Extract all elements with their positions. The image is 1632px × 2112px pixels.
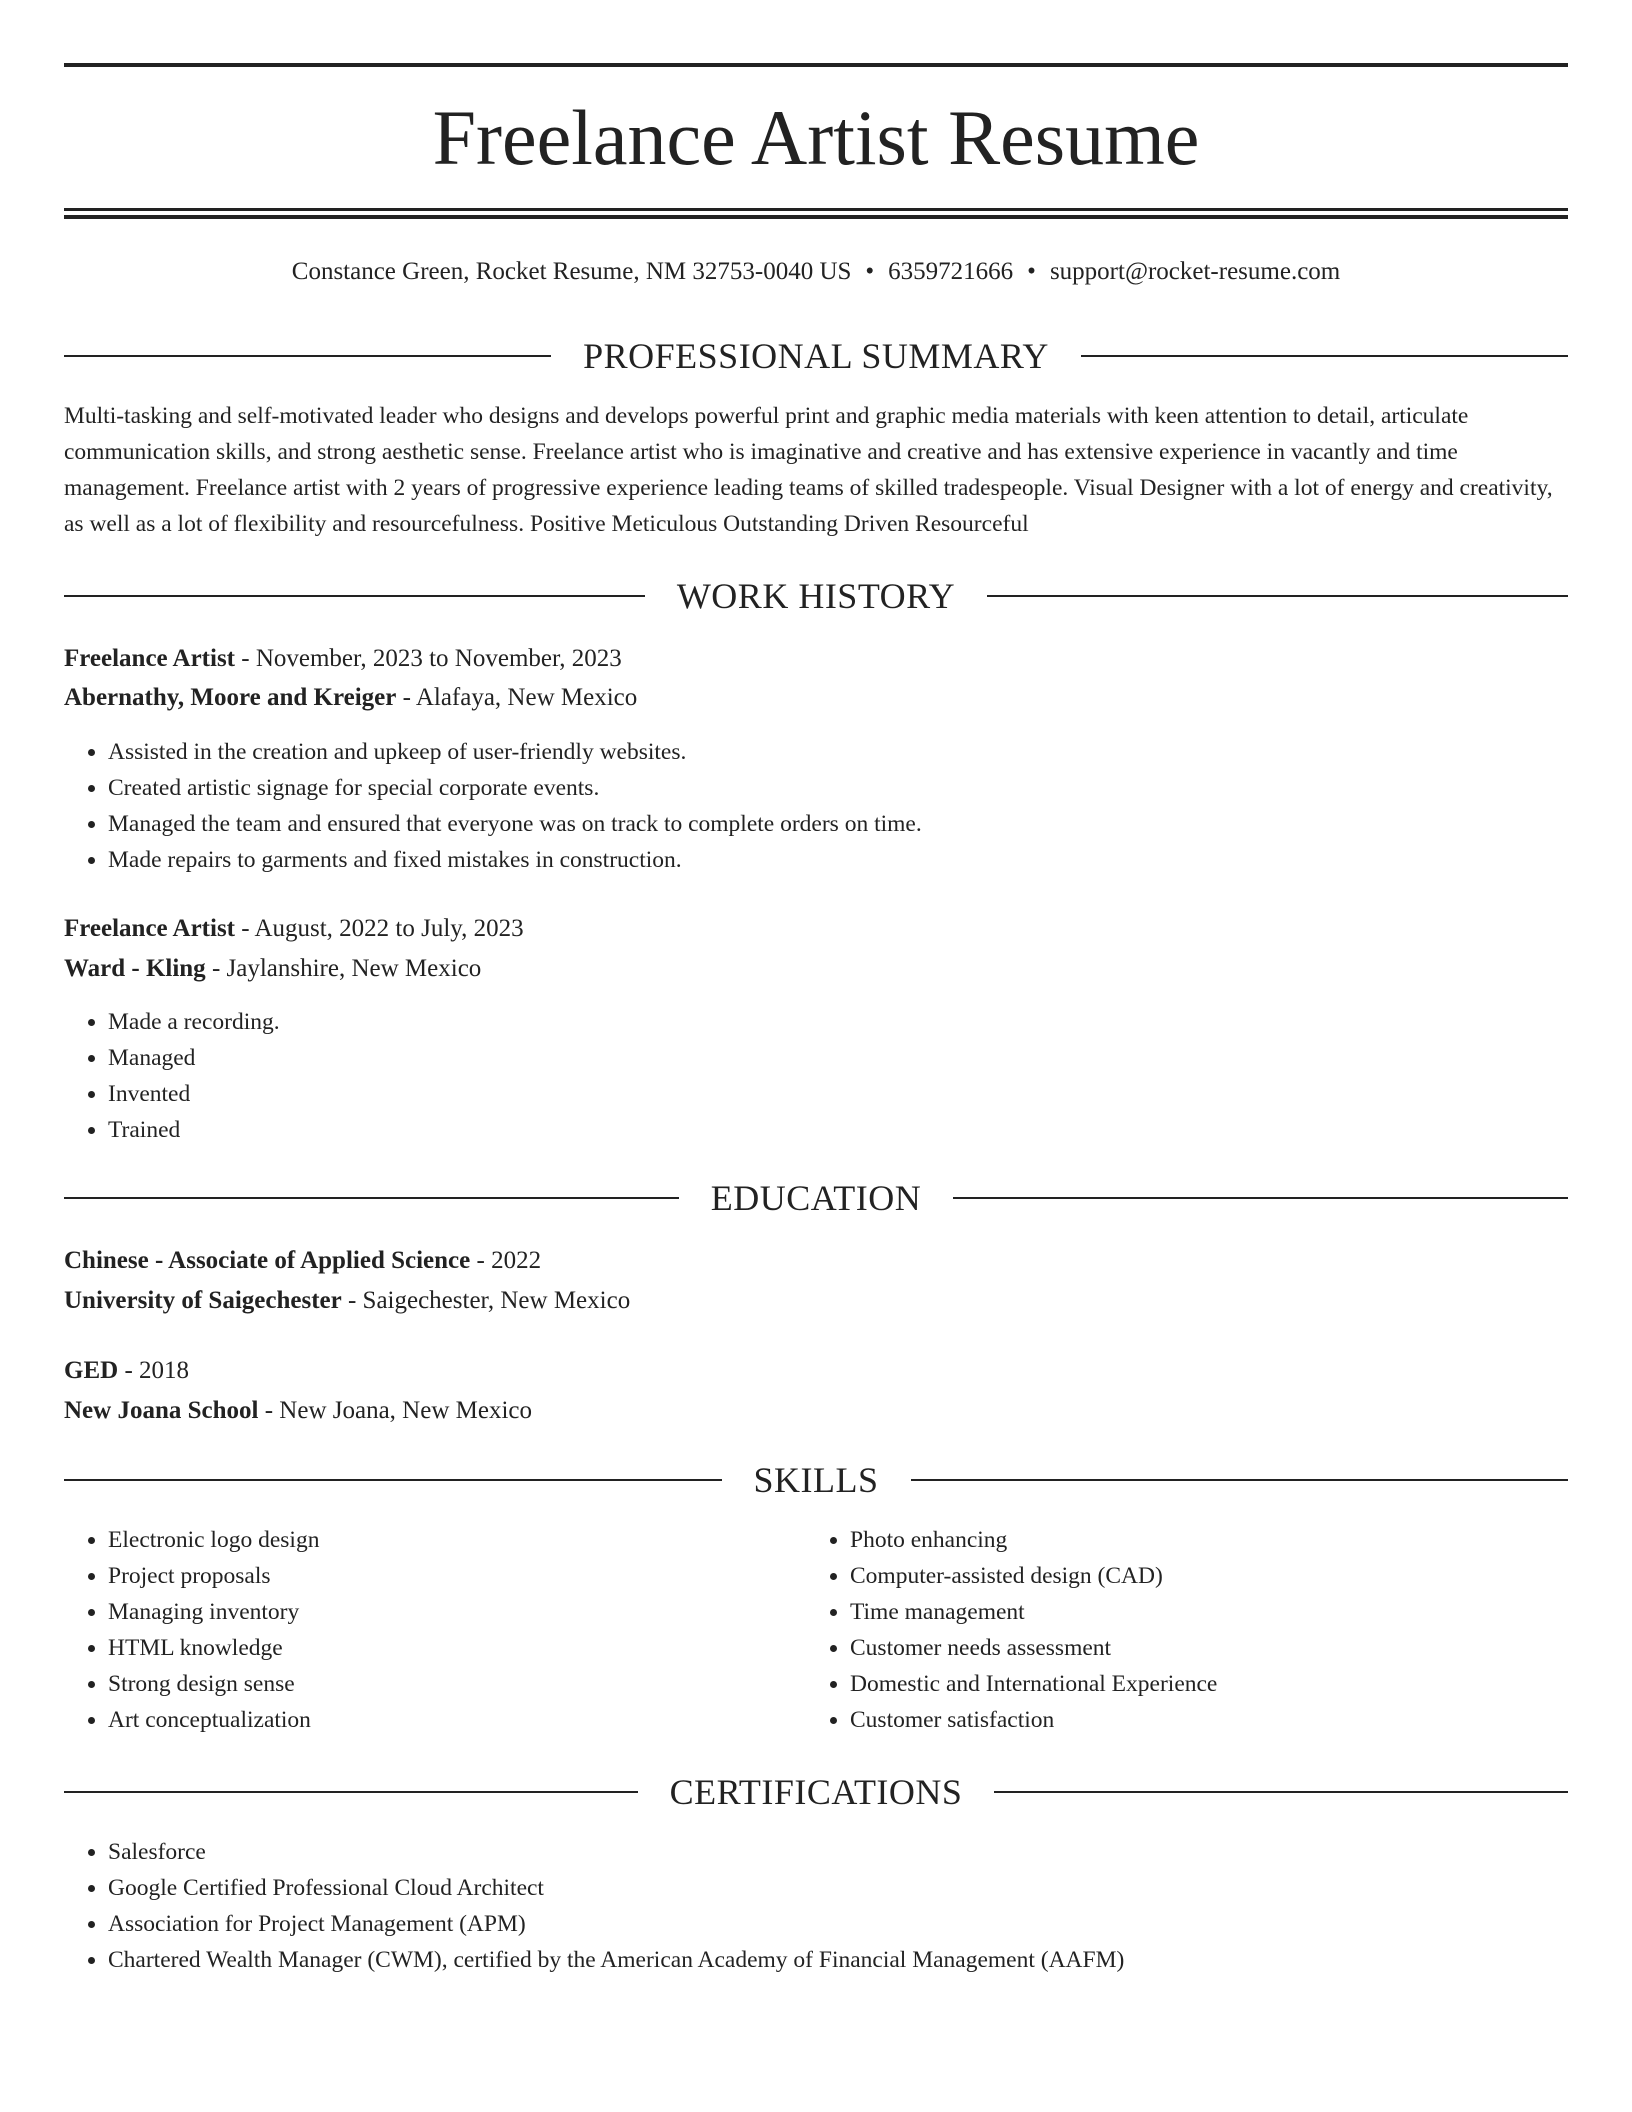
heading-rule (64, 1197, 679, 1199)
contact-separator: • (1027, 258, 1036, 285)
contact-email[interactable]: support@rocket-resume.com (1049, 258, 1341, 285)
job-title-line (64, 910, 524, 948)
skills-list-left (64, 1522, 319, 1738)
summary-text: Multi-tasking and self-motivated leader who designs and develops powerful print and graphic media materials with keen attention to detail, articulate communication skills, and strong aesthetic sense. Freelance artist who is imaginative and creative and has extensive experience in vacantly and time management. Freelance artist with 2 years of progressive experience leading teams of skilled tradespeople. Visual Designer with a lot of energy and creativity, as well as a lot of flexibility and resourcefulness. Positive Meticulous Outstanding Driven Resourceful (64, 403, 1553, 537)
education-degree-line (64, 1352, 189, 1390)
heading-rule (1081, 355, 1568, 357)
title-rule-upper (64, 208, 1568, 211)
list-item: • Google Certified Professional Cloud Architect (108, 1870, 1124, 1906)
section-title: WORK HISTORY (676, 576, 956, 616)
section-title: EDUCATION (710, 1178, 922, 1218)
list-item: • Created artistic signage for special corporate events. (108, 770, 922, 806)
page-title: Freelance Artist Resume (432, 94, 1200, 181)
education-school-line (64, 1282, 630, 1320)
section-heading-summary (64, 334, 1568, 378)
heading-rule (64, 1791, 638, 1793)
list-item: • Association for Project Management (APM) (108, 1906, 1124, 1942)
list-item: • Customer needs assessment (850, 1630, 1217, 1666)
list-item: • Project proposals (108, 1558, 319, 1594)
education-degree: Chinese - Associate of Applied Science (64, 1247, 471, 1274)
list-item: • Chartered Wealth Manager (CWM), certified by the American Academy of Financial Management (AAFM) (108, 1942, 1124, 1978)
education-year: - 2022 (470, 1247, 542, 1274)
list-item: • Strong design sense (108, 1666, 319, 1702)
list-item: • Trained (108, 1112, 280, 1148)
heading-rule (64, 355, 551, 357)
list-item: • Managing inventory (108, 1594, 319, 1630)
job-company-line (64, 679, 637, 717)
heading-rule (987, 595, 1568, 597)
section-title: PROFESSIONAL SUMMARY (583, 336, 1049, 376)
list-item: • Time management (850, 1594, 1217, 1630)
job-dates: - August, 2022 to July, 2023 (235, 915, 524, 942)
list-item: • Electronic logo design (108, 1522, 319, 1558)
list-item: • Computer-assisted design (CAD) (850, 1558, 1217, 1594)
job-bullets (64, 734, 922, 878)
heading-rule (994, 1791, 1568, 1793)
job-location: - Alafaya, New Mexico (396, 684, 638, 711)
heading-rule (64, 595, 645, 597)
education-year: - 2018 (118, 1357, 190, 1384)
contact-line (64, 254, 1568, 290)
contact-phone: 6359721666 (888, 258, 1014, 285)
education-degree-line (64, 1242, 541, 1280)
section-heading-certifications (64, 1770, 1568, 1814)
job-title: Freelance Artist (64, 915, 235, 942)
job-company: Ward - Kling (64, 955, 206, 982)
job-dates: - November, 2023 to November, 2023 (235, 645, 622, 672)
certifications-list (64, 1834, 1124, 1978)
list-item: • Customer satisfaction (850, 1702, 1217, 1738)
list-item: • Photo enhancing (850, 1522, 1217, 1558)
education-school-line (64, 1392, 532, 1430)
section-heading-work (64, 574, 1568, 618)
education-school: New Joana School (64, 1397, 259, 1424)
list-item: • Made a recording. (108, 1004, 280, 1040)
education-location: - Saigechester, New Mexico (341, 1287, 631, 1314)
list-item: • HTML knowledge (108, 1630, 319, 1666)
section-title: SKILLS (753, 1460, 879, 1500)
section-title: CERTIFICATIONS (669, 1772, 963, 1812)
list-item: • Domestic and International Experience (850, 1666, 1217, 1702)
job-title: Freelance Artist (64, 645, 235, 672)
education-degree: GED (64, 1357, 119, 1384)
list-item: • Salesforce (108, 1834, 1124, 1870)
list-item: • Assisted in the creation and upkeep of user-friendly websites. (108, 734, 922, 770)
job-bullets (64, 1004, 280, 1148)
list-item: • Art conceptualization (108, 1702, 319, 1738)
skills-list-right (806, 1522, 1217, 1738)
section-heading-skills (64, 1458, 1568, 1502)
title-rule-lower (64, 215, 1568, 219)
list-item: • Managed (108, 1040, 280, 1076)
section-heading-education (64, 1176, 1568, 1220)
heading-rule (64, 1479, 722, 1481)
job-title-line (64, 640, 622, 678)
job-location: - Jaylanshire, New Mexico (205, 955, 482, 982)
top-rule (64, 63, 1568, 67)
contact-address: Constance Green, Rocket Resume, NM 32753-0040 US (291, 258, 852, 285)
list-item: • Managed the team and ensured that everyone was on track to complete orders on time. (108, 806, 922, 842)
heading-rule (911, 1479, 1569, 1481)
education-school: University of Saigechester (64, 1287, 342, 1314)
job-company-line (64, 950, 481, 988)
contact-separator: • (865, 258, 875, 285)
list-item: • Invented (108, 1076, 280, 1112)
job-company: Abernathy, Moore and Kreiger (64, 684, 397, 711)
education-location: - New Joana, New Mexico (258, 1397, 532, 1424)
list-item: • Made repairs to garments and fixed mistakes in construction. (108, 842, 922, 878)
heading-rule (953, 1197, 1568, 1199)
